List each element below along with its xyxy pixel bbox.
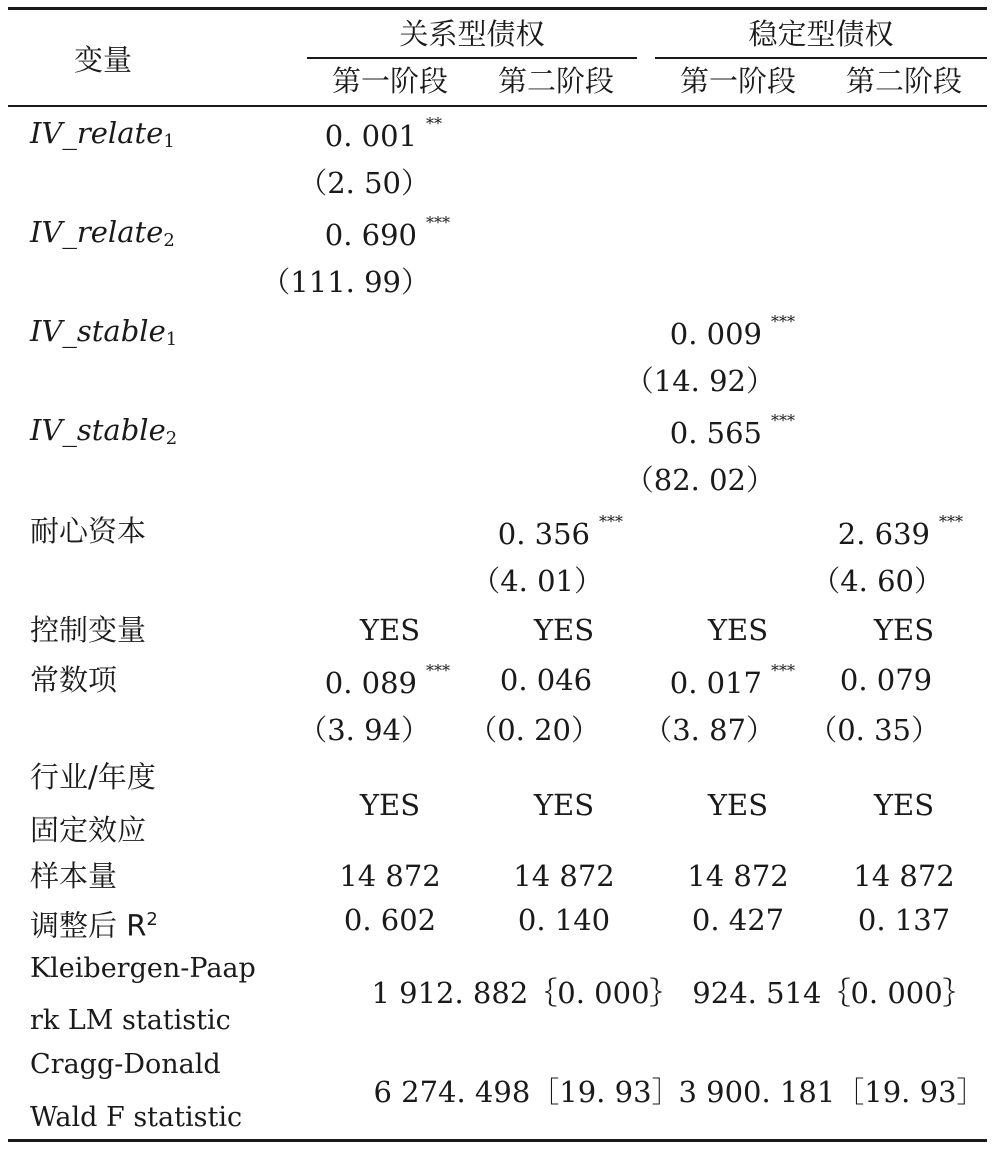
header-col-2: 第二阶段 [497,64,615,98]
adj-r2-col4: 0. 137 [857,903,951,937]
header-col-4: 第二阶段 [845,64,963,98]
constant-tstat-col1: （3. 94） [298,713,430,747]
constant-coef-col2: 0. 046 [499,663,593,697]
adj-r2-col2: 0. 140 [517,903,611,937]
stars-patient-capital-col4: *** [939,512,963,531]
row-label-kp-line2: rk LM statistic [30,1005,231,1036]
coef-iv-stable2: 0. 565 [669,416,762,450]
stars-iv-stable2: *** [771,411,795,430]
group-rule-stable [655,57,987,59]
stars-iv-relate2: *** [426,213,450,232]
cd-stable: 3 900. 181［19. 93］ [678,1075,986,1109]
sample-col3: 14 872 [687,859,789,893]
controls-col3: YES [707,613,769,647]
tstat-patient-capital-col4: （4. 60） [811,564,943,598]
row-label-iv-relate1: IV_relate$_1$ [30,116,175,152]
group-rule-relational [307,57,637,59]
sample-col2: 14 872 [513,859,615,893]
row-label-iv-relate2: IV_relate$_2$ [30,215,175,251]
tstat-iv-relate1: （2. 50） [298,166,430,200]
top-rule [8,7,987,10]
constant-coef-col4: 0. 079 [839,663,933,697]
row-label-cd-line1: Cragg-Donald [30,1049,221,1080]
row-label-kp-line1: Kleibergen-Paap [30,953,256,984]
fixed-effects-col1: YES [359,788,421,822]
adj-r2-col1: 0. 602 [343,903,437,937]
controls-col1: YES [359,613,421,647]
stars-iv-stable1: *** [771,312,795,331]
header-col-1: 第一阶段 [331,64,449,98]
tstat-iv-stable2: （82. 02） [624,463,775,497]
row-label-adj-r2: 调整后 $R^2$ [30,908,158,943]
cd-relational: 6 274. 498［19. 93］ [373,1075,681,1109]
stars-patient-capital-col2: *** [599,512,623,531]
row-label-controls: 控制变量 [30,613,147,647]
stars-iv-relate1: ** [426,114,442,133]
constant-coef-col1: 0. 089 [324,666,417,700]
coef-patient-capital-col2: 0. 356 [497,517,590,551]
row-label-fixed-effects-line2: 固定效应 [30,813,147,847]
row-label-cd-line2: Wald F statistic [30,1102,243,1133]
row-label-fixed-effects-line1: 行业/年度 [30,760,156,794]
controls-col2: YES [533,613,595,647]
bottom-rule [8,1139,987,1142]
constant-tstat-col4: （0. 35） [808,713,940,747]
row-label-patient-capital: 耐心资本 [30,514,147,548]
header-group-stable: 稳定型债权 [748,17,894,51]
fixed-effects-col2: YES [533,788,595,822]
constant-stars-col3: *** [771,661,795,680]
row-label-iv-stable2: IV_stable$_2$ [30,413,178,449]
fixed-effects-col4: YES [873,788,935,822]
header-variable: 变量 [74,43,133,77]
row-label-iv-stable1: IV_stable$_1$ [30,314,178,350]
sample-col4: 14 872 [853,859,955,893]
constant-tstat-col2: （0. 20） [468,713,600,747]
kp-stable: 924. 514｛0. 000｝ [692,976,972,1010]
constant-tstat-col3: （3. 87） [643,713,775,747]
coef-iv-stable1: 0. 009 [669,317,762,351]
tstat-iv-stable1: （14. 92） [624,364,775,398]
controls-col4: YES [873,613,935,647]
coef-patient-capital-col4: 2. 639 [837,517,930,551]
kp-relational: 1 912. 882｛0. 000｝ [371,976,679,1010]
header-col-3: 第一阶段 [679,64,797,98]
row-label-sample: 样本量 [30,859,118,893]
coef-iv-relate2: 0. 690 [324,218,417,252]
tstat-patient-capital-col2: （4. 01） [471,564,603,598]
header-group-relational: 关系型债权 [399,17,545,51]
row-label-constant: 常数项 [30,663,118,697]
constant-stars-col1: *** [426,661,450,680]
tstat-iv-relate2: （111. 99） [261,265,430,299]
header-rule [8,105,987,107]
constant-coef-col3: 0. 017 [669,666,762,700]
sample-col1: 14 872 [339,859,441,893]
coef-iv-relate1: 0. 001 [324,119,417,153]
adj-r2-col3: 0. 427 [691,903,785,937]
fixed-effects-col3: YES [707,788,769,822]
